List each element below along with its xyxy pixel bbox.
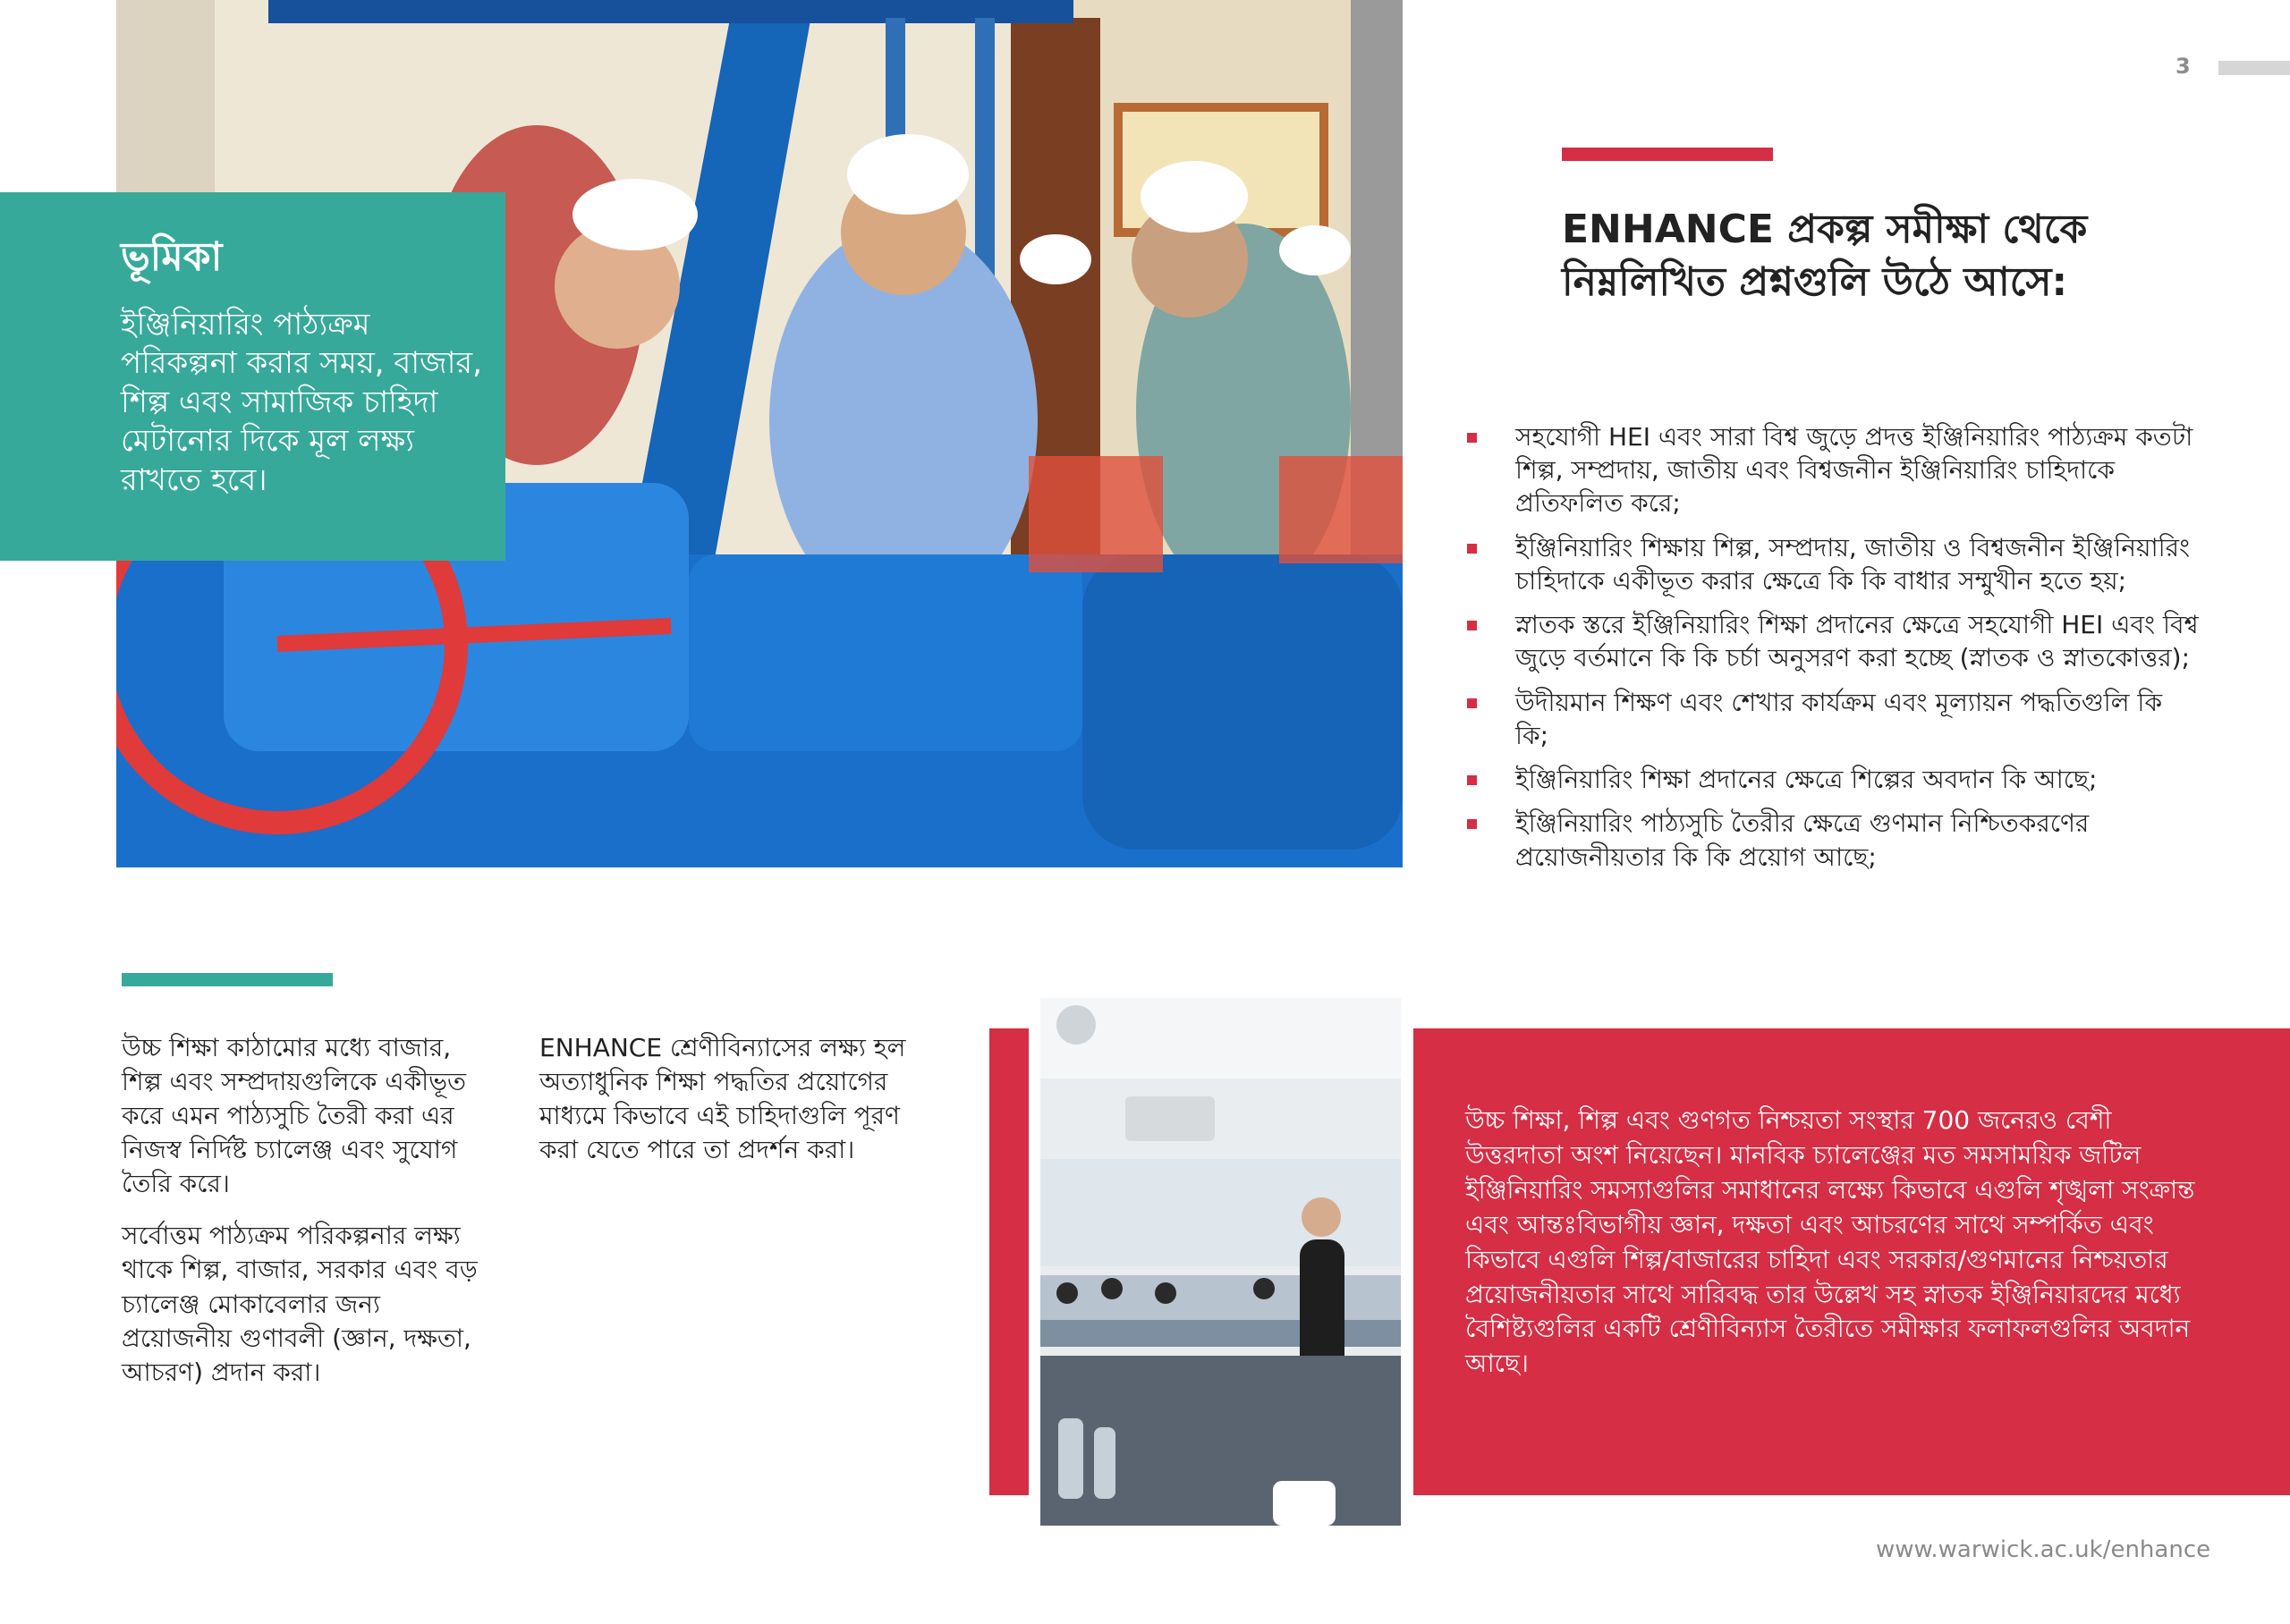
body-accent-bar xyxy=(122,973,333,986)
page-number-bar xyxy=(2218,61,2290,75)
list-item-text: উদীয়মান শিক্ষণ এবং শেখার কার্যক্রম এবং মূল্যায়ন পদ্ধতিগুলি কি কি; xyxy=(1515,687,2163,750)
bullet-square-icon xyxy=(1467,621,1477,630)
body-paragraph: সর্বোত্তম পাঠ্যক্রম পরিকল্পনার লক্ষ্য থাকে শিল্প, বাজার, সরকার এবং বড় চ্যালেঞ্জ মোকাবেলার জন্য প্রয়োজনীয় গুণাবলী (জ্ঞান, দক্ষতা, আচরণ) প্রদান করা। xyxy=(122,1221,478,1387)
intro-box xyxy=(0,192,505,561)
intro-body: ইঞ্জিনিয়ারিং পাঠ্যক্রম পরিকল্পনা করার সময়, বাজার, শিল্প এবং সামাজিক চাহিদা মেটানোর দিকে মূল লক্ষ্য রাখতে হবে। xyxy=(121,306,482,498)
list-item xyxy=(1465,531,2199,597)
list-item-text: ইঞ্জিনিয়ারিং শিক্ষা প্রদানের ক্ষেত্রে শিল্পের অবদান কি আছে; xyxy=(1515,765,2098,795)
list-item-text: স্নাতক স্তরে ইঞ্জিনিয়ারিং শিক্ষা প্রদানের ক্ষেত্রে সহযোগী HEI এবং বিশ্ব জুড়ে বর্তমানে কি কি চর্চা অনুসরণ করা হচ্ছে (স্নাতক ও স্নাতকোত্তর); xyxy=(1515,610,2199,673)
bullet-square-icon xyxy=(1467,775,1477,785)
list-item-text: ইঞ্জিনিয়ারিং পাঠ্যসুচি তৈরীর ক্ষেত্রে গুণমান নিশ্চিতকরণের প্রয়োজনীয়তার কি কি প্রয়োগ আছে; xyxy=(1515,808,2090,872)
bullet-square-icon xyxy=(1467,433,1477,443)
heading-accent-bar xyxy=(1562,148,1773,161)
list-item xyxy=(1465,807,2199,873)
list-item xyxy=(1465,686,2199,752)
callout-accent-strip xyxy=(989,1028,1029,1495)
questions-heading: ENHANCE প্রকল্প সমীক্ষা থেকে নিম্নলিখিত প্রশ্নগুলি উঠে আসে: xyxy=(1562,207,2088,305)
page-number: 3 xyxy=(2176,54,2191,79)
footer-url[interactable]: www.warwick.ac.uk/enhance xyxy=(1876,1536,2211,1563)
intro-title: ভূমিকা xyxy=(121,234,223,280)
bullet-square-icon xyxy=(1467,544,1477,554)
body-paragraph: ENHANCE শ্রেণীবিন্যাসের লক্ষ্য হল অত্যাধুনিক শিক্ষা পদ্ধতির প্রয়োগের মাধ্যমে কিভাবে এই চাহিদাগুলি পূরণ করা যেতে পারে তা প্রদর্শন করা। xyxy=(539,1033,906,1165)
callout-text: উচ্চ শিক্ষা, শিল্প এবং গুণগত নিশ্চয়তা সংস্থার 700 জনেরও বেশী উত্তরদাতা অংশ নিয়েছেন। মানবিক চ্যালেঞ্জের মত সমসাময়িক জটিল ইঞ্জিনিয়ারিং সমস্যাগুলির সমাধানের লক্ষ্যে কিভাবে এগুলি শৃঙ্খলা সংক্রান্ত এবং আন্তঃবিভাগীয় জ্ঞান, দক্ষতা এবং আচরণের সাথে সম্পর্কিত এবং কিভাবে এগুলি শিল্প/বাজারের চাহিদা এবং সরকার/গুণমানের নিশ্চয়তার প্রয়োজনীয়তার সাথে সারিবদ্ধ তার উল্লেখ সহ স্নাতক ইঞ্জিনিয়ারদের মধ্যে বৈশিষ্ট্যগুলির একটি শ্রেণীবিন্যাস তৈরীতে সমীক্ষার ফলাফলগুলির অবদান আছে। xyxy=(1465,1105,2195,1379)
questions-list xyxy=(1465,420,2199,884)
list-item-text: সহযোগী HEI এবং সারা বিশ্ব জুড়ে প্রদত্ত ইঞ্জিনিয়ারিং পাঠ্যক্রম কতটা শিল্প, সম্প্রদায়, জাতীয় এবং বিশ্বজনীন ইঞ্জিনিয়ারিং চাহিদাকে প্রতিফলিত করে; xyxy=(1515,422,2193,519)
bullet-square-icon xyxy=(1467,698,1477,708)
meeting-photo xyxy=(1040,998,1401,1526)
callout-box xyxy=(1413,1028,2290,1495)
list-item-text: ইঞ্জিনিয়ারিং শিক্ষায় শিল্প, সম্প্রদায়, জাতীয় ও বিশ্বজনীন ইঞ্জিনিয়ারিং চাহিদাকে একীভূত করার ক্ষেত্রে কি কি বাধার সম্মুখীন হতে হয়; xyxy=(1515,532,2191,596)
list-item xyxy=(1465,420,2199,520)
bullet-square-icon xyxy=(1467,819,1477,829)
list-item xyxy=(1465,763,2199,796)
body-paragraph: উচ্চ শিক্ষা কাঠামোর মধ্যে বাজার, শিল্প এবং সম্প্রদায়গুলিকে একীভূত করে এমন পাঠ্যসুচি তৈরী করা এর নিজস্ব নির্দিষ্ট চ্যালেঞ্জ এবং সুযোগ তৈরি করে। xyxy=(122,1033,467,1199)
body-column-2 xyxy=(539,1031,906,1167)
list-item xyxy=(1465,608,2199,674)
body-column-1 xyxy=(122,1031,479,1408)
meeting-photo-illustration xyxy=(1040,998,1401,1526)
